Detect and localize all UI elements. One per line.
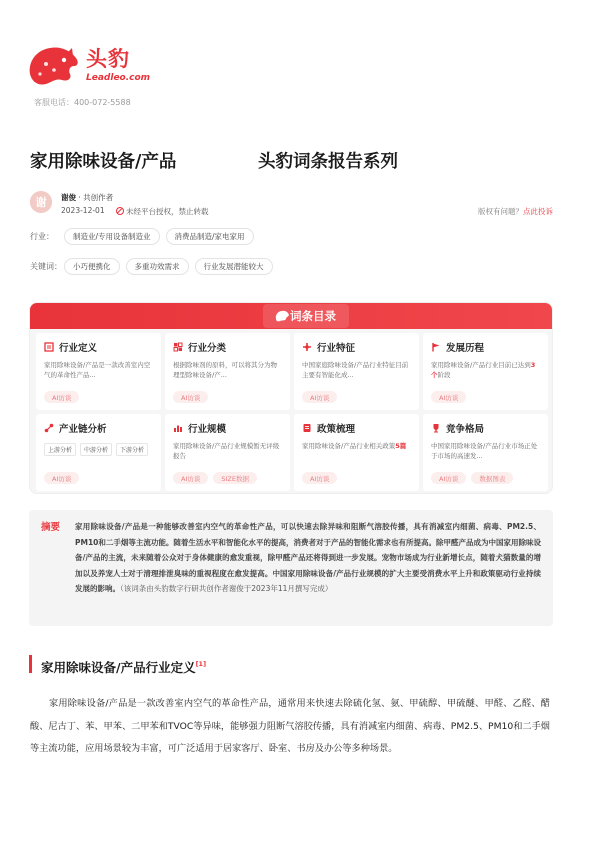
history-desc-pre: 家用除味设备/产品行业目前已达到 [431,361,531,369]
toc-cell-title: 行业特征 [317,343,356,354]
summary-box [29,510,553,626]
chain-icon [44,423,54,433]
feature-icon [302,342,312,352]
ai-interview-button[interactable]: AI访谈 [431,472,466,484]
downstream-tag[interactable]: 下游分析 [116,443,148,456]
logo-en-text: Leadleo.com [86,73,151,83]
toc-header [30,303,552,329]
policy-doc-icon [302,423,312,433]
avatar-char: 谢 [35,196,47,209]
rights-complaint [478,206,553,217]
keyword-label: 关键词： [30,262,62,271]
midstream-tag[interactable]: 中游分析 [80,443,112,456]
report-series-title: 头豹词条报告系列 [258,152,398,172]
toc-cell-desc: 家用除味设备/产品行业规模暂无评级报告 [173,442,280,460]
author-name[interactable]: 谢俊 [61,193,76,202]
keyword-tag[interactable]: 小巧便携化 [64,258,120,275]
toc-cell-features[interactable] [294,333,419,410]
trophy-icon [431,423,441,433]
toc-cell-value-chain[interactable] [36,414,161,491]
toc-cell-desc: 中国家用除味设备/产品行业市场正处于市场的高速发... [431,442,538,460]
toc-cell-title-row [173,340,282,354]
summary-text-a: 家用除味设备/产品是一种能够改善室内空气的革命性产品，可以快速去除异味和阻断气溶胶传播，具有消减室内细菌、病毒、PM2.5、PM10和二手烟等主流功能。 [75,522,541,547]
prohibited-icon [116,207,124,215]
section-heading-text: 家用除味设备/产品行业定义 [41,660,196,675]
toc-cell-desc: 根据除味剂的原料，可以将其分为物理型除味设备/产... [173,361,277,379]
toc-cell-desc [431,360,540,380]
toc-cell-title-row [431,340,540,354]
toc-title: 词条目录 [290,309,336,323]
toc-cell-title: 产业链分析 [59,424,107,435]
size-data-button[interactable]: SIZE数据 [213,472,257,484]
flag-icon [431,342,441,352]
complaint-link[interactable]: 点此投诉 [523,207,553,216]
section-body: 家用除味设备/产品是一款改善室内空气的革命性产品，通常用来快速去除硫化氢、氨、甲硫醇、甲硫醚、甲醛、乙醛、醋酸、尼古丁、苯、甲苯、二甲苯和TVOC等异味，能够强力阻断气溶胶传播，具有消减室内细菌、病毒、PM2.5、PM10和二手烟等主流功能，应用场景较为丰富，可广泛适用于居家客厅、卧室、书房及办公等多种场景。 [30,698,550,754]
bar-chart-icon [173,423,183,433]
toc-cell-definition[interactable] [36,333,161,410]
history-stage-count: 3个 [431,361,536,379]
author-role: · 共创作者 [78,193,114,202]
toc-cell-title: 政策梳理 [317,424,356,435]
author-line [61,192,113,203]
logo-cn-text: 头豹 [86,47,130,71]
customer-phone: 客服电话：400-072-5588 [34,98,131,107]
copyright-notice [116,206,209,217]
toc-cell-market-size[interactable] [165,414,290,491]
summary-text-b: 随着生活水平和智能化水平的提高，消费者对于产品的智能化需求也有所提高。除甲醛产品成为中国家用除味设备/产品的主流，未来随着公众对于身体健康的愈发重视，除甲醛产品还将得到进一步发展。宠物市场成为行业新增长点，随着犬猫数量的增加以及养宠人士对于清理排泄臭味的重视程度在愈发提高。中国家用除味设备/产品行业规模的扩大主要受消费水平上升和政策驱动行业持续发展的影响。 [75,537,541,594]
industry-tag[interactable]: 消费品制造/家电家用 [166,228,254,245]
toc-cell-title-row [302,421,411,435]
copyright-notice-text: 未经平台授权，禁止转载 [126,207,209,216]
toc-cell-classification[interactable] [165,333,290,410]
ai-interview-button[interactable]: AI访谈 [44,472,79,484]
toc-cell-title-row [44,340,153,354]
upstream-tag[interactable]: 上游分析 [44,443,76,456]
industry-label: 行业： [30,232,54,241]
keyword-row [30,258,279,275]
industry-tag[interactable]: 制造业/专用设备制造业 [64,228,160,245]
toc-panel [29,302,553,494]
section-heading [29,655,206,673]
page-title: 家用除味设备/产品 [30,152,177,172]
data-chart-button[interactable]: 数据图表 [471,472,513,484]
toc-cell-title-row [431,421,540,435]
toc-title-badge [263,304,349,328]
policy-desc-pre: 家用除味设备/产品行业相关政策 [302,442,396,450]
toc-cell-title: 行业分类 [188,343,227,354]
toc-cell-competition[interactable] [423,414,548,491]
category-icon [173,342,183,352]
toc-cell-title-row [173,421,282,435]
leopard-logo-icon [26,44,80,86]
toc-cell-title: 行业规模 [188,424,227,435]
summary-text [75,519,541,597]
toc-cell-desc [302,441,411,461]
ai-interview-button[interactable]: AI访谈 [173,391,208,403]
toc-cell-title: 行业定义 [59,343,98,354]
history-desc-post: 阶段 [437,371,451,379]
reference-link[interactable]: [1] [195,660,207,668]
publish-date: 2023-12-01 [61,206,105,215]
ai-interview-button[interactable]: AI访谈 [302,391,337,403]
policy-count: 5篇 [395,442,407,450]
toc-cell-desc: 中国家庭除味设备/产品行业特征目前主要有智能化成... [302,361,409,379]
ai-interview-button[interactable]: AI访谈 [173,472,208,484]
ai-interview-button[interactable]: AI访谈 [44,391,79,403]
leadleo-logo[interactable] [26,40,156,90]
toc-cell-title: 发展历程 [446,343,485,354]
summary-label: 摘要 [41,522,61,533]
value-chain-subtags [44,443,153,456]
leopard-mini-icon [275,310,289,322]
author-avatar[interactable] [30,191,52,213]
toc-grid [36,333,548,491]
toc-cell-title: 竞争格局 [446,424,485,435]
ai-interview-button[interactable]: AI访谈 [302,472,337,484]
toc-cell-desc: 家用除味设备/产品是一款改善室内空气的革命性产品... [44,361,151,379]
toc-cell-policy[interactable] [294,414,419,491]
summary-text-c: （该词条由头豹数字行研共创作者谢俊于2023年11月撰写完成） [120,584,333,594]
toc-cell-title-row [44,421,153,435]
avatar-glyph-icon [30,191,52,213]
keyword-tag[interactable]: 行业发展潜能较大 [195,258,273,275]
keyword-tag[interactable]: 多重功效需求 [126,258,189,275]
industry-row [30,228,260,245]
toc-cell-history[interactable] [423,333,548,410]
ai-interview-button[interactable]: AI访谈 [431,391,466,403]
rights-question: 版权有问题？ [478,207,523,216]
book-icon [44,342,54,352]
toc-cell-title-row [302,340,411,354]
